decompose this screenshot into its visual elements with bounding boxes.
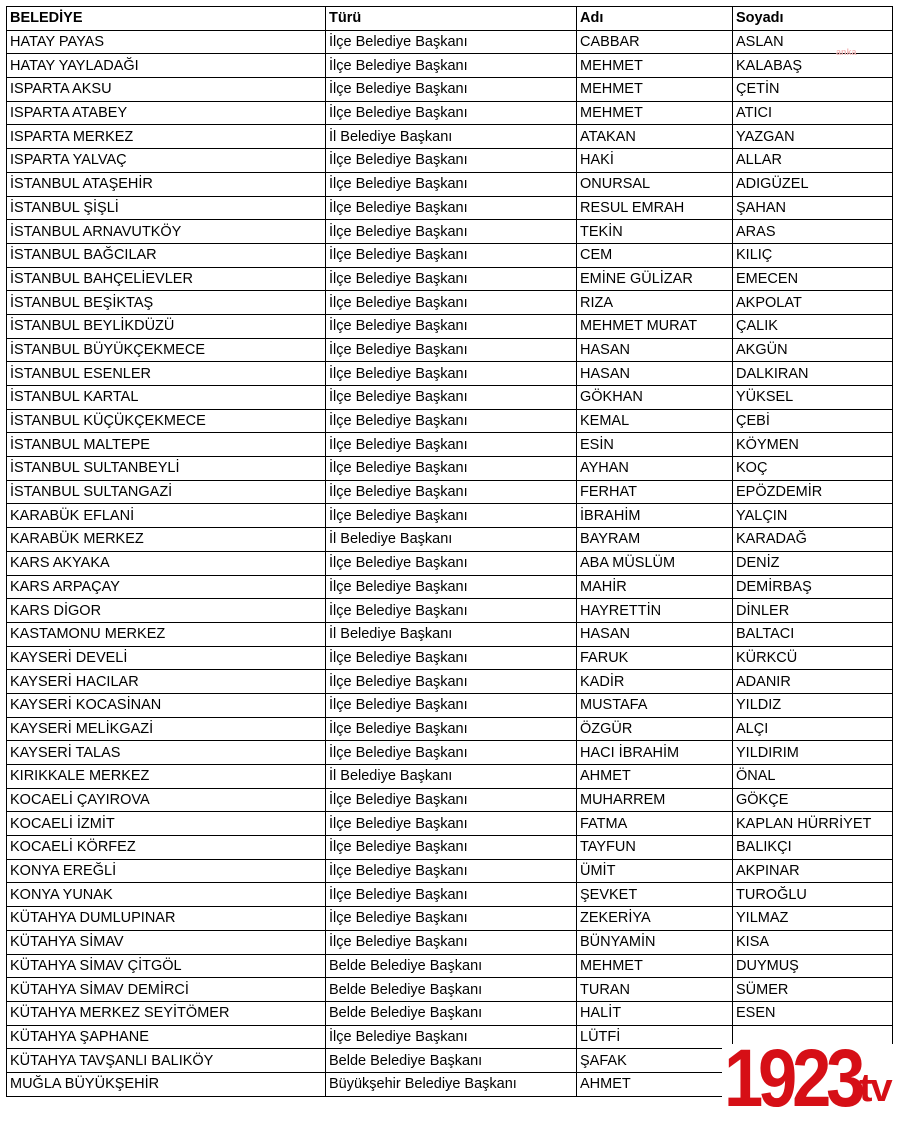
cell-belediye: KAYSERİ DEVELİ [7,646,326,670]
table-row [7,599,893,623]
cell-belediye: ISPARTA AKSU [7,78,326,102]
table-row [7,220,893,244]
cell-belediye: HATAY PAYAS [7,30,326,54]
cell-soyadi: KISA [733,930,893,954]
table-row [7,978,893,1002]
table-row [7,741,893,765]
cell-turu: İlçe Belediye Başkanı [326,670,577,694]
cell-adi: RESUL EMRAH [577,196,733,220]
table-row [7,78,893,102]
cell-soyadi: DUYMUŞ [733,954,893,978]
cell-belediye: KONYA EREĞLİ [7,859,326,883]
table-row [7,907,893,931]
cell-soyadi: YÜKSEL [733,386,893,410]
cell-turu: İl Belediye Başkanı [326,528,577,552]
cell-turu: İlçe Belediye Başkanı [326,480,577,504]
cell-soyadi: DEMİRBAŞ [733,575,893,599]
cell-belediye: İSTANBUL ATAŞEHİR [7,172,326,196]
cell-adi: TURAN [577,978,733,1002]
cell-turu: Belde Belediye Başkanı [326,978,577,1002]
table-row [7,954,893,978]
cell-adi: HAKİ [577,149,733,173]
table-row [7,883,893,907]
cell-belediye: KOCAELİ KÖRFEZ [7,836,326,860]
table-row [7,196,893,220]
cell-adi: BAYRAM [577,528,733,552]
cell-turu: İlçe Belediye Başkanı [326,575,577,599]
table-row [7,54,893,78]
cell-belediye: KIRIKKALE MERKEZ [7,765,326,789]
cell-soyadi: GÖKÇE [733,788,893,812]
table-row [7,788,893,812]
cell-adi: MEHMET [577,54,733,78]
cell-belediye: İSTANBUL BAĞCILAR [7,243,326,267]
cell-turu: Büyükşehir Belediye Başkanı [326,1072,577,1096]
cell-soyadi: ÇEBİ [733,409,893,433]
cell-adi: KADİR [577,670,733,694]
cell-soyadi: ARAS [733,220,893,244]
cell-turu: İlçe Belediye Başkanı [326,812,577,836]
cell-turu: Belde Belediye Başkanı [326,1001,577,1025]
cell-belediye: KAYSERİ MELİKGAZİ [7,717,326,741]
table-row [7,101,893,125]
cell-adi: MAHİR [577,575,733,599]
table-row [7,338,893,362]
cell-turu: Belde Belediye Başkanı [326,954,577,978]
header-adi: Adı [577,7,733,31]
table-row [7,504,893,528]
table-row [7,386,893,410]
cell-turu: İlçe Belediye Başkanı [326,599,577,623]
cell-adi: GÖKHAN [577,386,733,410]
cell-adi: ÜMİT [577,859,733,883]
cell-belediye: KÜTAHYA SİMAV ÇİTGÖL [7,954,326,978]
cell-soyadi: DİNLER [733,599,893,623]
cell-belediye: KÜTAHYA SİMAV DEMİRCİ [7,978,326,1002]
cell-soyadi: ŞAHAN [733,196,893,220]
cell-adi: ESİN [577,433,733,457]
cell-adi: HALİT [577,1001,733,1025]
cell-turu: İlçe Belediye Başkanı [326,314,577,338]
header-belediye: BELEDİYE [7,7,326,31]
cell-soyadi: DALKIRAN [733,362,893,386]
cell-soyadi: ADIGÜZEL [733,172,893,196]
cell-adi: CABBAR [577,30,733,54]
header-soyadi: Soyadı [733,7,893,31]
cell-adi: RIZA [577,291,733,315]
table-row [7,551,893,575]
cell-adi: MEHMET [577,101,733,125]
cell-adi: MEHMET [577,78,733,102]
cell-turu: İl Belediye Başkanı [326,765,577,789]
cell-turu: İlçe Belediye Başkanı [326,1025,577,1049]
cell-adi: ATAKAN [577,125,733,149]
cell-turu: İlçe Belediye Başkanı [326,859,577,883]
cell-turu: İl Belediye Başkanı [326,622,577,646]
cell-soyadi: ASLAN [733,30,893,54]
cell-turu: İlçe Belediye Başkanı [326,220,577,244]
cell-adi: HACI İBRAHİM [577,741,733,765]
table-row [7,480,893,504]
cell-belediye: İSTANBUL ŞİŞLİ [7,196,326,220]
cell-belediye: KONYA YUNAK [7,883,326,907]
cell-soyadi: ÇETİN [733,78,893,102]
cell-turu: İlçe Belediye Başkanı [326,78,577,102]
cell-soyadi: YILMAZ [733,907,893,931]
cell-adi: HASAN [577,622,733,646]
cell-turu: İlçe Belediye Başkanı [326,907,577,931]
table-row [7,646,893,670]
cell-soyadi: KÜRKCÜ [733,646,893,670]
cell-turu: İlçe Belediye Başkanı [326,243,577,267]
cell-turu: İlçe Belediye Başkanı [326,504,577,528]
cell-belediye: KARABÜK EFLANİ [7,504,326,528]
cell-adi: FERHAT [577,480,733,504]
table-header-row [7,7,893,31]
cell-soyadi: BALTACI [733,622,893,646]
cell-soyadi: EMECEN [733,267,893,291]
cell-turu: İlçe Belediye Başkanı [326,338,577,362]
cell-belediye: KÜTAHYA TAVŞANLI BALIKÖY [7,1049,326,1073]
cell-turu: İlçe Belediye Başkanı [326,267,577,291]
table-row [7,528,893,552]
cell-belediye: HATAY YAYLADAĞI [7,54,326,78]
cell-belediye: KARS AKYAKA [7,551,326,575]
cell-turu: İlçe Belediye Başkanı [326,883,577,907]
cell-belediye: MUĞLA BÜYÜKŞEHİR [7,1072,326,1096]
cell-adi: AHMET [577,1072,733,1096]
cell-soyadi: YILDIZ [733,693,893,717]
cell-belediye: İSTANBUL KARTAL [7,386,326,410]
watermark: anka [836,47,857,57]
cell-belediye: KAYSERİ TALAS [7,741,326,765]
cell-belediye: İSTANBUL BEŞİKTAŞ [7,291,326,315]
cell-soyadi: KOÇ [733,457,893,481]
cell-turu: İlçe Belediye Başkanı [326,741,577,765]
cell-turu: İlçe Belediye Başkanı [326,409,577,433]
cell-belediye: İSTANBUL ARNAVUTKÖY [7,220,326,244]
cell-belediye: İSTANBUL BAHÇELİEVLER [7,267,326,291]
cell-turu: İlçe Belediye Başkanı [326,457,577,481]
cell-adi: HASAN [577,338,733,362]
cell-belediye: İSTANBUL MALTEPE [7,433,326,457]
logo-suffix: .tv [850,1066,891,1110]
cell-soyadi: ESEN [733,1001,893,1025]
cell-adi: KEMAL [577,409,733,433]
cell-adi: MUHARREM [577,788,733,812]
cell-turu: İlçe Belediye Başkanı [326,433,577,457]
cell-belediye: KARS ARPAÇAY [7,575,326,599]
cell-adi: ÖZGÜR [577,717,733,741]
cell-turu: İlçe Belediye Başkanı [326,551,577,575]
cell-soyadi: TUROĞLU [733,883,893,907]
cell-soyadi: ÇALIK [733,314,893,338]
table-row [7,362,893,386]
cell-adi: TAYFUN [577,836,733,860]
table-row [7,836,893,860]
cell-belediye: İSTANBUL KÜÇÜKÇEKMECE [7,409,326,433]
cell-soyadi: KALABAŞ [733,54,893,78]
cell-soyadi: YALÇIN [733,504,893,528]
cell-adi: FATMA [577,812,733,836]
cell-belediye: İSTANBUL SULTANGAZİ [7,480,326,504]
cell-adi: LÜTFİ [577,1025,733,1049]
cell-belediye: ISPARTA ATABEY [7,101,326,125]
table-row [7,622,893,646]
cell-adi: FARUK [577,646,733,670]
cell-adi: ŞAFAK [577,1049,733,1073]
cell-adi: HAYRETTİN [577,599,733,623]
table-row [7,267,893,291]
table-row [7,433,893,457]
table-row [7,30,893,54]
cell-adi: ONURSAL [577,172,733,196]
cell-belediye: İSTANBUL SULTANBEYLİ [7,457,326,481]
mayors-table [6,6,893,1097]
cell-adi: MEHMET [577,954,733,978]
cell-soyadi: YAZGAN [733,125,893,149]
table-row [7,291,893,315]
table-row [7,575,893,599]
table-row [7,812,893,836]
cell-turu: İlçe Belediye Başkanı [326,101,577,125]
cell-adi: ZEKERİYA [577,907,733,931]
cell-belediye: KÜTAHYA DUMLUPINAR [7,907,326,931]
cell-turu: İlçe Belediye Başkanı [326,291,577,315]
cell-adi: BÜNYAMİN [577,930,733,954]
table-body [7,30,893,1096]
cell-belediye: İSTANBUL ESENLER [7,362,326,386]
cell-soyadi: ADANIR [733,670,893,694]
cell-turu: İlçe Belediye Başkanı [326,836,577,860]
cell-belediye: KÜTAHYA SİMAV [7,930,326,954]
cell-adi: ABA MÜSLÜM [577,551,733,575]
header-turu: Türü [326,7,577,31]
cell-adi: TEKİN [577,220,733,244]
table-row [7,409,893,433]
cell-turu: İlçe Belediye Başkanı [326,788,577,812]
cell-adi: EMİNE GÜLİZAR [577,267,733,291]
cell-soyadi: KARADAĞ [733,528,893,552]
cell-belediye: KÜTAHYA MERKEZ SEYİTÖMER [7,1001,326,1025]
cell-soyadi: KÖYMEN [733,433,893,457]
cell-soyadi: EPÖZDEMİR [733,480,893,504]
cell-turu: İlçe Belediye Başkanı [326,646,577,670]
cell-turu: Belde Belediye Başkanı [326,1049,577,1073]
logo-number: 1923 [724,1033,861,1124]
cell-soyadi: ATICI [733,101,893,125]
cell-belediye: İSTANBUL BEYLİKDÜZÜ [7,314,326,338]
cell-turu: İl Belediye Başkanı [326,125,577,149]
cell-belediye: ISPARTA MERKEZ [7,125,326,149]
cell-soyadi: AKPOLAT [733,291,893,315]
table-row [7,859,893,883]
cell-soyadi: KILIÇ [733,243,893,267]
cell-turu: İlçe Belediye Başkanı [326,386,577,410]
table-row [7,930,893,954]
cell-turu: İlçe Belediye Başkanı [326,930,577,954]
cell-soyadi: YILDIRIM [733,741,893,765]
cell-soyadi: BALIKÇI [733,836,893,860]
cell-soyadi: DENİZ [733,551,893,575]
cell-turu: İlçe Belediye Başkanı [326,693,577,717]
cell-adi: AHMET [577,765,733,789]
cell-turu: İlçe Belediye Başkanı [326,172,577,196]
cell-belediye: KAYSERİ HACILAR [7,670,326,694]
cell-belediye: KAYSERİ KOCASİNAN [7,693,326,717]
table-row [7,125,893,149]
cell-belediye: KOCAELİ ÇAYIROVA [7,788,326,812]
cell-soyadi: KAPLAN HÜRRİYET [733,812,893,836]
table-row [7,457,893,481]
cell-belediye: KÜTAHYA ŞAPHANE [7,1025,326,1049]
cell-soyadi: AKPINAR [733,859,893,883]
cell-belediye: KARS DİGOR [7,599,326,623]
cell-adi: AYHAN [577,457,733,481]
cell-adi: HASAN [577,362,733,386]
cell-soyadi: SÜMER [733,978,893,1002]
table-row [7,172,893,196]
cell-belediye: KASTAMONU MERKEZ [7,622,326,646]
table-row [7,693,893,717]
cell-turu: İlçe Belediye Başkanı [326,196,577,220]
table-row [7,149,893,173]
cell-belediye: ISPARTA YALVAÇ [7,149,326,173]
table-row [7,243,893,267]
cell-adi: İBRAHİM [577,504,733,528]
table-row [7,314,893,338]
cell-soyadi: ÖNAL [733,765,893,789]
cell-turu: İlçe Belediye Başkanı [326,362,577,386]
cell-soyadi: ALLAR [733,149,893,173]
table-row [7,1001,893,1025]
cell-adi: MUSTAFA [577,693,733,717]
cell-soyadi: AKGÜN [733,338,893,362]
cell-soyadi: ALÇI [733,717,893,741]
cell-adi: MEHMET MURAT [577,314,733,338]
table-row [7,670,893,694]
cell-adi: ŞEVKET [577,883,733,907]
cell-belediye: KOCAELİ İZMİT [7,812,326,836]
table-row [7,717,893,741]
cell-turu: İlçe Belediye Başkanı [326,54,577,78]
table-row [7,765,893,789]
cell-turu: İlçe Belediye Başkanı [326,717,577,741]
brand-logo [722,1033,900,1124]
cell-adi: CEM [577,243,733,267]
cell-turu: İlçe Belediye Başkanı [326,149,577,173]
cell-belediye: İSTANBUL BÜYÜKÇEKMECE [7,338,326,362]
cell-turu: İlçe Belediye Başkanı [326,30,577,54]
cell-belediye: KARABÜK MERKEZ [7,528,326,552]
